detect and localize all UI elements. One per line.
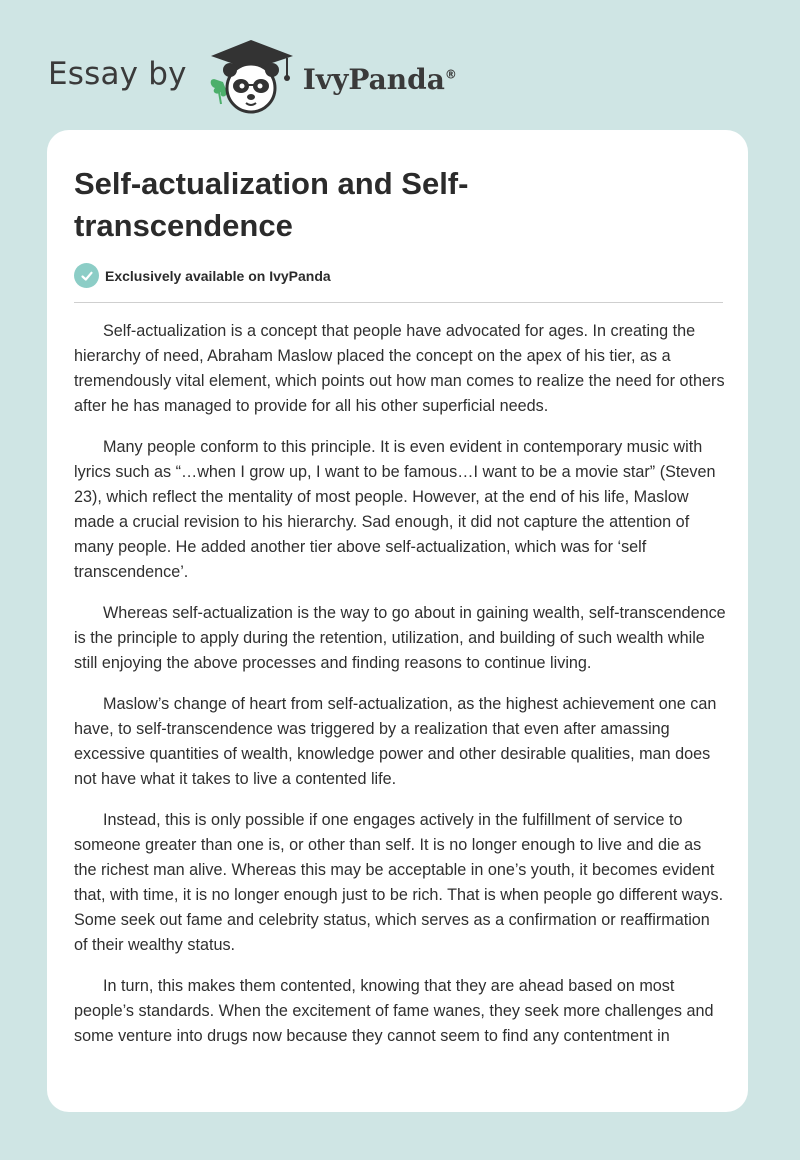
exclusive-badge bbox=[74, 263, 331, 288]
paragraph: Many people conform to this principle. It is even evident in contemporary music with lyrics such as “…when I grow up, I want to be famous…I want to be a movie star” (Steven 23), which reflect the mentality of most people. However, at the end of his life, Maslow made a crucial revision to his hierarchy. Sad enough, it did not capture the attention of many people. He added another tier above self-actualization, which was for ‘self transcendence’. bbox=[74, 438, 716, 581]
essay-body bbox=[74, 319, 726, 1065]
brand-name-text: IvyPanda bbox=[302, 62, 445, 96]
brand-header[interactable] bbox=[48, 36, 457, 116]
essay-card bbox=[47, 130, 748, 1112]
registered-mark: ® bbox=[444, 67, 457, 82]
exclusive-label: Exclusively available on IvyPanda bbox=[105, 267, 331, 284]
divider bbox=[74, 302, 723, 303]
brand-name bbox=[303, 63, 457, 96]
panda-graduate-icon bbox=[205, 36, 297, 116]
brand-prefix: Essay by bbox=[48, 56, 187, 92]
paragraph: Whereas self-actualization is the way to go about in gaining wealth, self-transcendence is the principle to apply during the retention, utilization, and building of such wealth while still enjoying the above processes and finding reasons to continue living. bbox=[74, 604, 726, 672]
page-title: Self-actualization and Self-transcendence bbox=[74, 166, 469, 243]
paragraph: Maslow’s change of heart from self-actualization, as the highest achievement one can have, to self-transcendence was triggered by a realization that even after amassing excessive quantities of wealth, knowledge power and other desirable qualities, man does not have what it takes to live a contented life. bbox=[74, 695, 717, 788]
paragraph: Instead, this is only possible if one engages actively in the fulfillment of service to someone greater than one is, or other than self. It is no longer enough to live and die as the richest man alive. Whereas this may be acceptable in one’s youth, it becomes evident that, with time, it is no longer enough just to be rich. That is when people go different ways. Some seek out fame and celebrity status, which serves as a confirmation or reaffirmation of their wealthy status. bbox=[74, 811, 724, 954]
paragraph: In turn, this makes them contented, knowing that they are ahead based on most people’s standards. When the excitement of fame wanes, they seek more challenges and some venture into drugs now because they cannot seem to find any contentment in bbox=[74, 977, 714, 1045]
paragraph: Self-actualization is a concept that people have advocated for ages. In creating the hierarchy of need, Abraham Maslow placed the concept on the apex of his tier, as a tremendously vital element, which points out how man comes to realize the need for others after he has managed to provide for all his other superficial needs. bbox=[74, 322, 725, 415]
check-icon bbox=[74, 263, 99, 288]
